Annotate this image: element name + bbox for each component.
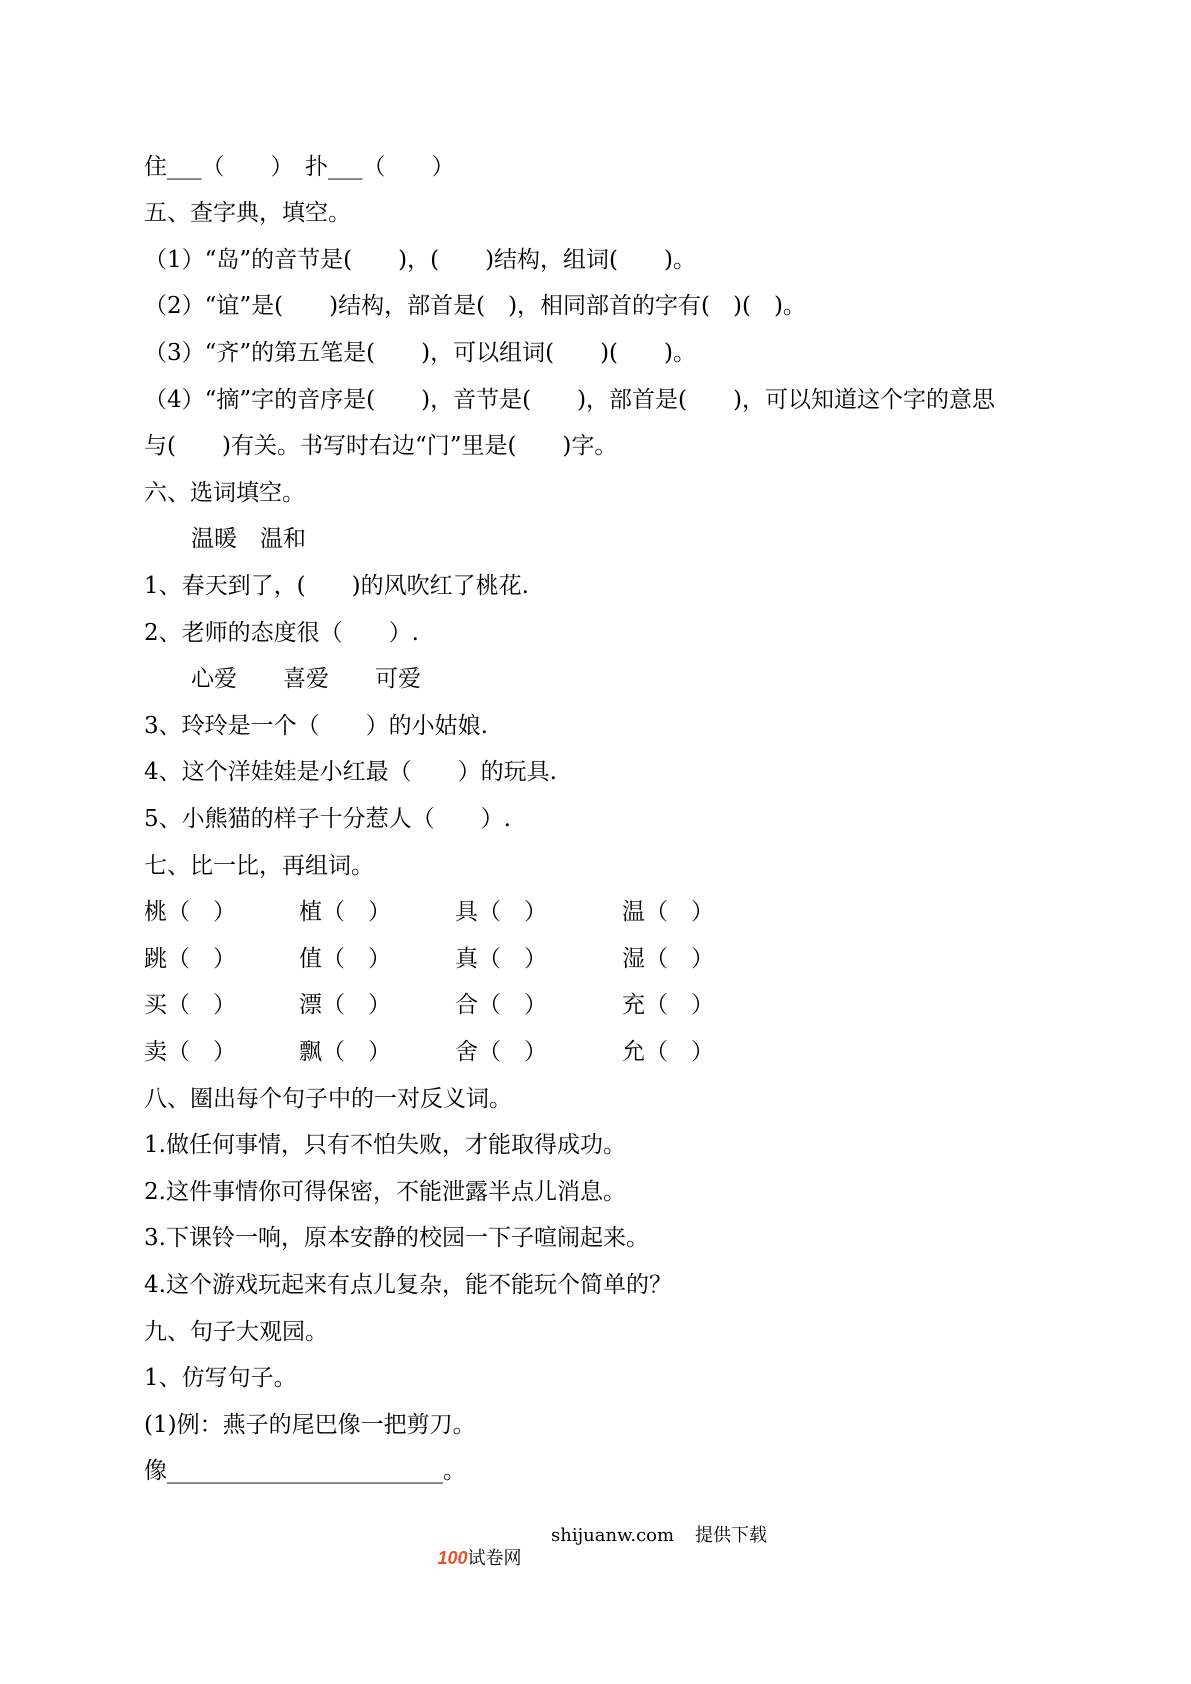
- section-6-title: 六、选词填空。: [144, 480, 305, 506]
- compare-cell: 漂（ ）: [299, 992, 391, 1018]
- compare-cell: 植（ ）: [299, 899, 391, 925]
- compare-cell: 值（ ）: [299, 946, 391, 972]
- section-7-title: 七、比一比，再组词。: [144, 853, 374, 879]
- footer-note: 提供下载: [695, 1525, 767, 1546]
- compare-cell: 温（ ）: [622, 899, 714, 925]
- brand-text: 试卷网: [467, 1548, 522, 1569]
- section-8-title: 八、圈出每个句子中的一对反义词。: [144, 1086, 512, 1112]
- section-9-title: 九、句子大观园。: [144, 1319, 328, 1345]
- question-6-2: 2、老师的态度很（ ）.: [144, 620, 419, 646]
- question-6-4: 4、这个洋娃娃是小红最（ ）的玩具.: [144, 759, 557, 785]
- brand-logo: 100: [437, 1548, 468, 1568]
- question-6-3: 3、玲玲是一个（ ）的小姑娘.: [144, 713, 488, 739]
- compare-cell: 真（ ）: [455, 946, 547, 972]
- footer-brand: [426, 1525, 522, 1570]
- compare-cell: 飘（ ）: [299, 1039, 391, 1065]
- compare-cell: 充（ ）: [622, 992, 714, 1018]
- word-choices-1: 温暖 温和: [191, 526, 306, 552]
- compare-cell: 跳（ ）: [144, 946, 236, 972]
- compare-cell: 合（ ）: [455, 992, 547, 1018]
- section-5-title: 五、查字典，填空。: [144, 200, 351, 226]
- compare-cell: 桃（ ）: [144, 899, 236, 925]
- compare-cell: 买（ ）: [144, 992, 236, 1018]
- question-5-2: （2）“谊”是( )结构，部首是( )，相同部首的字有( )( )。: [144, 293, 806, 319]
- question-9-1: 1、仿写句子。: [144, 1365, 297, 1391]
- question-5-4-cont: 与( )有关。书写时右边“门”里是( )字。: [144, 433, 618, 459]
- question-6-5: 5、小熊猫的样子十分惹人（ ）.: [144, 806, 511, 832]
- compare-cell: 湿（ ）: [622, 946, 714, 972]
- compare-cell: 舍（ ）: [455, 1039, 547, 1065]
- question-5-1: （1）“岛”的音节是( )，( )结构，组词( )。: [144, 247, 696, 273]
- question-8-3: 3.下课铃一响，原本安静的校园一下子喧闹起来。: [144, 1225, 649, 1251]
- compare-cell: 具（ ）: [455, 899, 547, 925]
- word-choices-2: 心爱 喜爱 可爱: [191, 666, 421, 692]
- footer-site[interactable]: shijuanw.com: [551, 1525, 675, 1546]
- compare-cell: 允（ ）: [622, 1039, 714, 1065]
- compare-cell: 卖（ ）: [144, 1039, 236, 1065]
- line-1: 住___（ ） 扑___（ ）: [144, 154, 455, 180]
- question-8-4: 4.这个游戏玩起来有点儿复杂，能不能玩个简单的？: [144, 1272, 672, 1298]
- example-sentence: (1)例：燕子的尾巴像一把剪刀。: [144, 1412, 476, 1438]
- question-8-1: 1.做任何事情，只有不怕失败，才能取得成功。: [144, 1132, 626, 1158]
- question-8-2: 2.这件事情你可得保密，不能泄露半点儿消息。: [144, 1179, 626, 1205]
- question-5-3: （3）“齐”的第五笔是( )，可以组词( )( )。: [144, 340, 696, 366]
- question-6-1: 1、春天到了，( )的风吹红了桃花.: [144, 573, 529, 599]
- question-5-4: （4）“摘”字的音序是( )，音节是( )，部首是( )，可以知道这个字的意思: [144, 387, 995, 413]
- fill-sentence: 像________________________。: [144, 1458, 466, 1484]
